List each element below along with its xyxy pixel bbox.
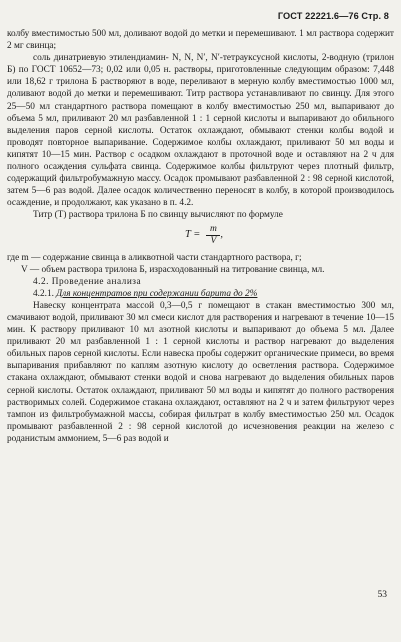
page-number: 53 <box>377 590 387 600</box>
paragraph-procedure: Навеску концентрата массой 0,3—0,5 г помещают в стакан вместимостью 300 мл, смачивают водой, приливают 30 мл смеси кислот для растворения и нагревают в течение 10—15 мин. К раствору приливают 10 мл азотной кислоты и выпаривают до объема 5 мл. Далее приливают 20 мл разбавленной 1 : 1 серной кислоты и раствор нагревают до выделения обильных паров серной кислоты. Если навеска пробы содержит органические примеси, во время выпаривания прибавляют по каплям азотную кислоту до осветления раствора. Содержимое стакана охлаждают, обмывают стенки водой и снова нагревают до выделения обильных паров серной кислоты. Остаток охлаждают, приливают 50 мл воды и кипятят до полного растворения растворимых солей. Содержимое стакана охлаждают, оставляют на 2 ч и затем фильтруют через тампон из фильтробумажной массы, собирая фильтрат в колбу вместимостью 250 мл. Осадок промывают разбавленной 2 : 98 серной кислотой до исчезновения реакции на железо с роданистым аммонием, 5—6 раз водой и <box>7 300 394 444</box>
titer-formula <box>7 224 394 252</box>
definition-m: где m — содержание свинца в аликвотной части стандартного раствора, г; <box>7 252 302 263</box>
subsection-heading <box>7 288 394 300</box>
formula-end: , <box>220 228 223 240</box>
subsection-number: 4.2.1. <box>33 288 57 299</box>
page-header: ГОСТ 22221.6—76 Стр. 8 <box>277 11 389 21</box>
formula-denominator: V <box>210 235 217 246</box>
formula-lhs: T = <box>185 228 201 240</box>
formula-fraction <box>206 224 220 247</box>
document-body <box>7 28 394 445</box>
paragraph-titer: Титр (T) раствора трилона Б по свинцу вычисляют по формуле <box>33 210 283 221</box>
formula-numerator: m <box>209 223 217 234</box>
subsection-title: Для концентратов при содержании барита до 2% <box>56 288 258 299</box>
definition-v: V — объем раствора трилона Б, израсходованный на титрование свинца, мл. <box>21 264 325 275</box>
paragraph-trilon-b: соль динатриевую этилендиамин- N, N, N′, N′-тетрауксусной кислоты, 2-водную (трилон Б) по ГОСТ 10652—73; 0,02 или 0,05 н. растворы, приготовленные следующим образом: 7,448 или 18,62 г трилона Б растворяют в воде, переливают в мерную колбу вместимостью 1000 мл, доливают водой до метки и перемешивают. Титр раствора устанавливают по свинцу. Для этого 25—50 мл стандартного раствора помещают в колбу вместимостью 250 мл, выпаривают до объема 5 мл, приливают 20 мл разбавленной 1 : 1 серной кислоты и выпаривают до обильного выделения паров серной кислоты. Остаток охлаждают, обмывают стенки колбы водой и проводят повторное выпаривание. Содержимое колбы охлаждают, приливают 50 мл воды и кипятят 10—15 мин. Раствор с осадком охлаждают в проточной воде и оставляют на 2 ч для полного осаждения сульфата свинца. Содержимое колбы фильтруют через плотный фильтр, содержащий фильтробумажную массу. Осадок промывают разбавленной 2 : 98 серной кислотой, затем 5—6 раз водой. Далее осадок количественно переносят в колбу, в которой производилось осаждение, и продолжают, как указано в п. 4.2. <box>7 53 394 209</box>
paragraph-flask: колбу вместимостью 500 мл, доливают водой до метки и перемешивают. 1 мл раствора содержит 2 мг свинца; <box>7 29 394 52</box>
section-heading: 4.2. Проведение анализа <box>33 276 142 287</box>
